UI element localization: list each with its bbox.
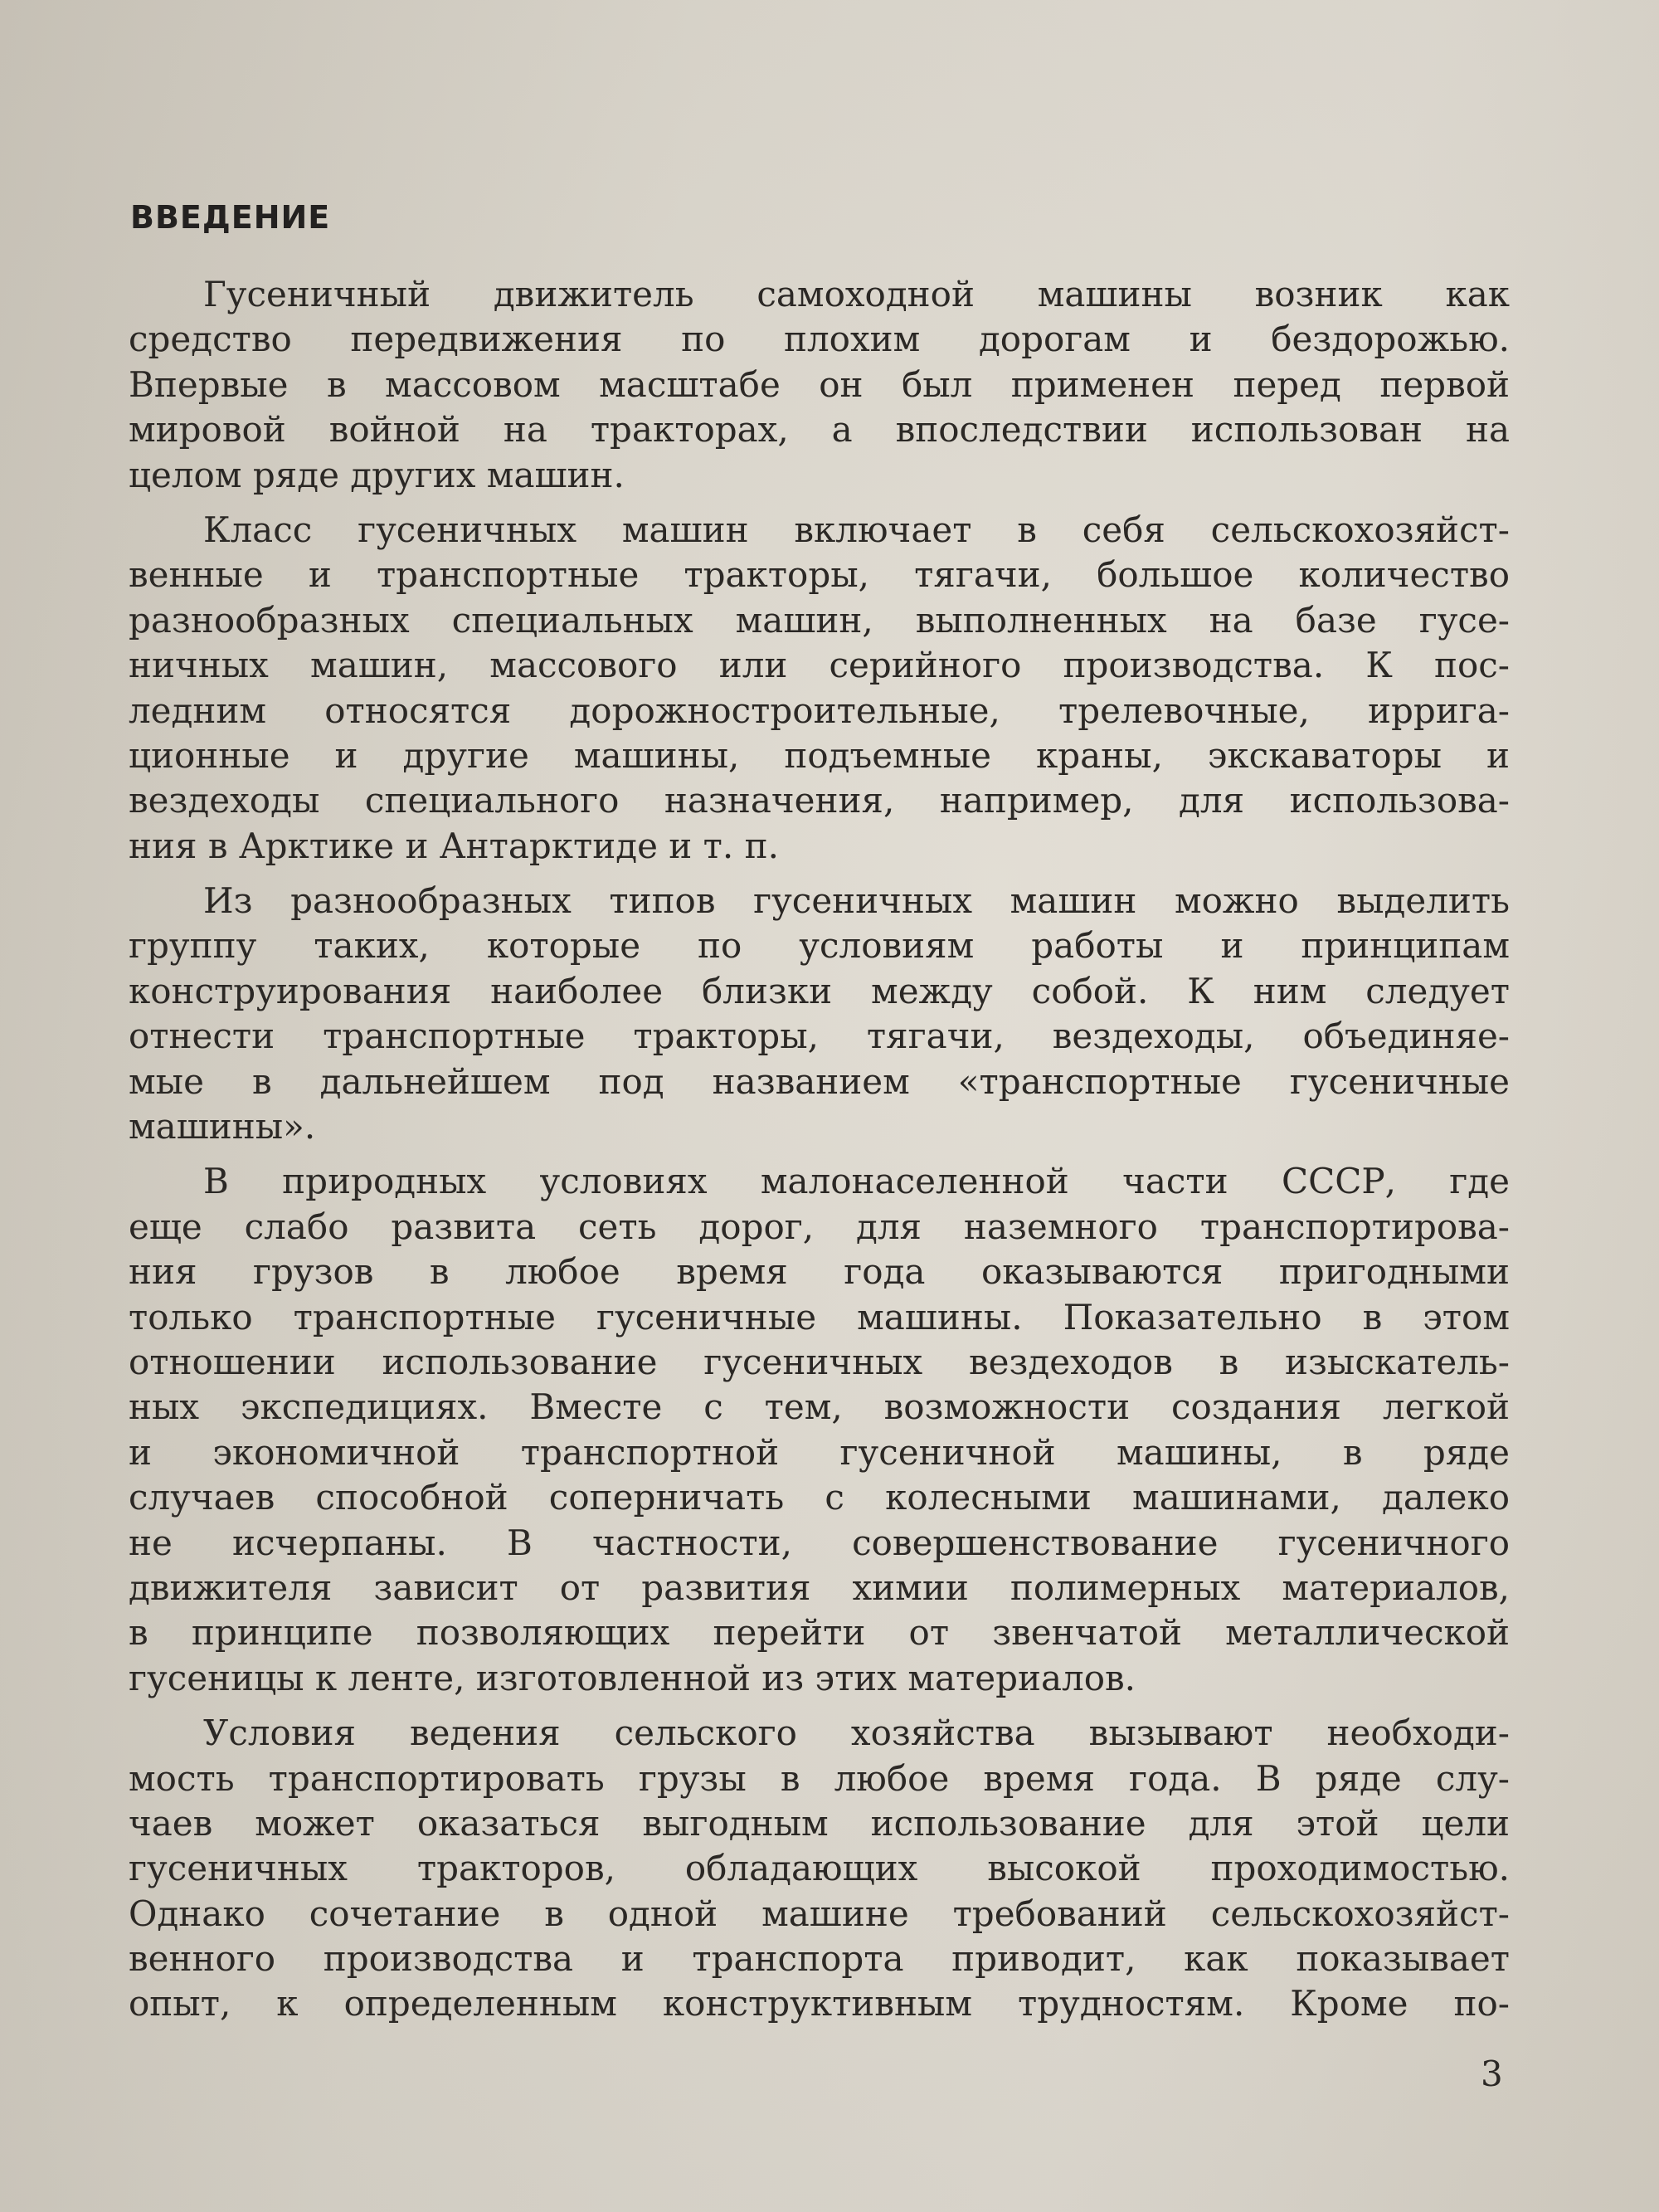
text-line: ных экспедициях. Вместе с тем, возможности создания легкой: [129, 1386, 1510, 1428]
text-line: целом ряде других машин.: [129, 454, 625, 495]
text-line: гусеничных тракторов, обладающих высокой проходимостью.: [129, 1848, 1510, 1889]
text-line: случаев способной соперничать с колесными машинами, далеко: [129, 1477, 1510, 1518]
text-line: гусеницы к ленте, изготовленной из этих материалов.: [129, 1657, 1136, 1698]
paragraph: [129, 272, 1510, 498]
text-line: ционные и другие машины, подъемные краны, экскаваторы и: [129, 734, 1510, 776]
paragraph: [129, 508, 1510, 869]
text-line: ледним относятся дорожностроительные, трелевочные, ирригa-: [129, 689, 1510, 731]
text-line: разнообразных специальных машин, выполненных на базе гусе-: [129, 599, 1510, 641]
text-line: мировой войной на тракторах, а впоследствии использован на: [129, 409, 1510, 451]
text-line: ния в Арктике и Антарктиде и т. п.: [129, 825, 779, 866]
text-line: опыт, к определенным конструктивным трудностям. Кроме по-: [129, 1983, 1510, 2024]
text-line: группу таких, которые по условиям работы и принципам: [129, 925, 1510, 967]
paragraph: [129, 1711, 1510, 2027]
text-line: отнести транспортные тракторы, тягачи, вездеходы, объединяе-: [129, 1016, 1510, 1057]
page-number: 3: [1481, 2054, 1503, 2094]
text-line: конструирования наиболее близки между собой. К ним следует: [129, 970, 1510, 1011]
text-line: Гусеничный движитель самоходной машины возник как: [203, 274, 1510, 314]
text-line: ничных машин, массового или серийного производства. К пос-: [129, 645, 1510, 686]
text-line: мость транспортировать грузы в любое время года. В ряде слу-: [129, 1757, 1510, 1799]
text-line: отношении использование гусеничных вездеходов в изыскатель-: [129, 1341, 1510, 1382]
body-text: [129, 272, 1510, 2037]
text-line: венного производства и транспорта приводит, как показывает: [129, 1938, 1510, 1980]
paragraph: [129, 1159, 1510, 1701]
text-line: вездеходы специального назначения, например, для использова-: [129, 780, 1510, 821]
text-line: еще слабо развита сеть дорог, для наземного транспортирова-: [129, 1206, 1510, 1247]
text-line: ния грузов в любое время года оказываются пригодными: [129, 1251, 1510, 1293]
text-line: средство передвижения по плохим дорогам и бездорожью.: [129, 319, 1510, 360]
text-line: мые в дальнейшем под названием «транспортные гусеничные: [129, 1060, 1510, 1102]
text-line: Впервые в массовом масштабе он был применен перед первой: [129, 363, 1510, 405]
chapter-heading: ВВЕДЕНИЕ: [130, 199, 331, 236]
text-line: и экономичной транспортной гусеничной машины, в ряде: [129, 1431, 1510, 1473]
text-line: Из разнообразных типов гусеничных машин можно выделить: [203, 880, 1510, 922]
text-line: венные и транспортные тракторы, тягачи, большое количество: [129, 554, 1510, 596]
text-line: в принципе позволяющих перейти от звенчатой металлической: [129, 1612, 1510, 1654]
text-line: движителя зависит от развития химии полимерных материалов,: [129, 1566, 1510, 1608]
text-line: не исчерпаны. В частности, совершенствование гусеничного: [129, 1522, 1510, 1563]
text-line: только транспортные гусеничные машины. Показательно в этом: [129, 1296, 1510, 1337]
text-line: Однако сочетание в одной машине требований сельскохозяйст-: [129, 1893, 1510, 1934]
text-line: чаев может оказаться выгодным использование для этой цели: [129, 1802, 1510, 1844]
text-line: В природных условиях малонаселенной части СССР, где: [203, 1161, 1510, 1202]
text-line: машины».: [129, 1106, 316, 1147]
text-line: Условия ведения сельского хозяйства вызывают необходи-: [203, 1713, 1510, 1754]
paragraph: [129, 879, 1510, 1149]
text-line: Класс гусеничных машин включает в себя сельскохозяйст-: [203, 509, 1510, 550]
